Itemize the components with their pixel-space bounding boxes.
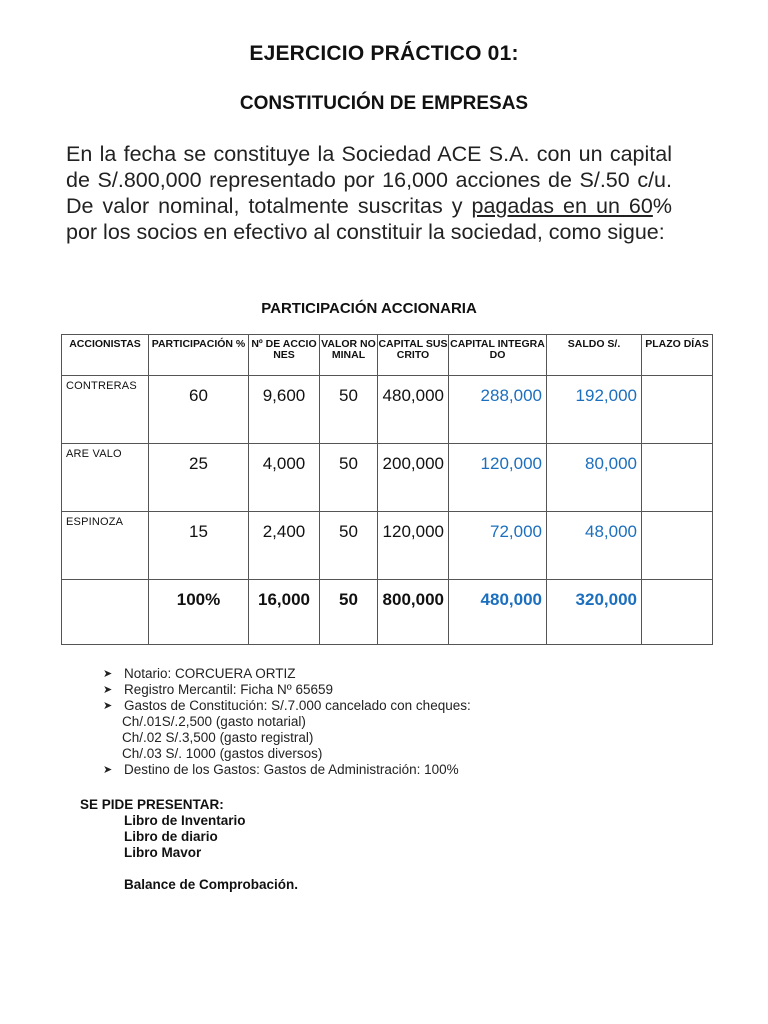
header-accionistas: ACCIONISTAS bbox=[62, 335, 149, 376]
list-item-text: Gastos de Constitución: S/.7.000 cancelado con cheques: bbox=[124, 698, 471, 713]
total-integrado: 480,000 bbox=[449, 580, 547, 645]
cell-name: CONTRERAS bbox=[62, 376, 149, 444]
total-valor: 50 bbox=[320, 580, 378, 645]
arrow-bullet-icon: ➤ bbox=[103, 684, 113, 696]
cell-valor: 50 bbox=[320, 376, 378, 444]
table-title: PARTICIPACIÓN ACCIONARIA bbox=[261, 300, 477, 317]
cell-integrado: 288,000 bbox=[449, 376, 547, 444]
total-plazo bbox=[642, 580, 713, 645]
cell-name: ARE VALO bbox=[62, 444, 149, 512]
cell-name: ESPINOZA bbox=[62, 512, 149, 580]
intro-underlined: pagadas en un 60 bbox=[471, 194, 653, 218]
total-suscrito: 800,000 bbox=[378, 580, 449, 645]
cell-saldo: 80,000 bbox=[547, 444, 642, 512]
cell-participacion: 15 bbox=[149, 512, 249, 580]
exercise-title: EJERCICIO PRÁCTICO 01: bbox=[249, 42, 519, 65]
list-item-text: Registro Mercantil: Ficha Nº 65659 bbox=[124, 682, 334, 697]
cheque-line: Ch/.03 S/. 1000 (gastos diversos) bbox=[122, 746, 323, 761]
total-acciones: 16,000 bbox=[249, 580, 320, 645]
arrow-bullet-icon: ➤ bbox=[103, 700, 113, 712]
header-capital-suscrito: CAPITAL SUSCRITO bbox=[378, 335, 449, 376]
total-participacion: 100% bbox=[149, 580, 249, 645]
requirements-list bbox=[80, 813, 298, 893]
cell-suscrito: 200,000 bbox=[378, 444, 449, 512]
cell-saldo: 192,000 bbox=[547, 376, 642, 444]
cell-suscrito: 480,000 bbox=[378, 376, 449, 444]
total-saldo: 320,000 bbox=[547, 580, 642, 645]
details-list bbox=[103, 666, 471, 778]
cheque-line: Ch/.01S/.2,500 (gasto notarial) bbox=[122, 714, 306, 729]
list-item bbox=[103, 762, 471, 778]
intro-percent: % bbox=[652, 194, 672, 218]
exercise-subtitle: CONSTITUCIÓN DE EMPRESAS bbox=[239, 93, 529, 114]
cell-plazo bbox=[642, 512, 713, 580]
header-capital-integrado: CAPITAL INTEGRADO bbox=[449, 335, 547, 376]
list-item-text: Notario: CORCUERA ORTIZ bbox=[124, 666, 296, 681]
cell-participacion: 60 bbox=[149, 376, 249, 444]
list-item-text: Destino de los Gastos: Gastos de Administración: 100% bbox=[124, 762, 459, 777]
requirements-heading: SE PIDE PRESENTAR: bbox=[80, 797, 224, 812]
header-participacion: PARTICIPACIÓN % bbox=[149, 335, 249, 376]
table-row bbox=[62, 376, 713, 444]
cell-acciones: 9,600 bbox=[249, 376, 320, 444]
requirement-item: Libro de Inventario bbox=[124, 813, 246, 828]
table-header-row bbox=[62, 335, 713, 376]
list-item bbox=[103, 682, 471, 698]
cell-participacion: 25 bbox=[149, 444, 249, 512]
requirement-item: Libro Mavor bbox=[124, 845, 202, 860]
cell-plazo bbox=[642, 376, 713, 444]
table-total-row bbox=[62, 580, 713, 645]
header-plazo: PLAZO DÍAS bbox=[642, 335, 713, 376]
table-row bbox=[62, 512, 713, 580]
cell-acciones: 2,400 bbox=[249, 512, 320, 580]
intro-text-1: En la fecha se constituye la Sociedad ACE S.A. con un capital de S/.800,000 representado por 16,000 acciones de S/.50 c/u. De valor nominal, totalmente suscritas y bbox=[66, 142, 672, 218]
list-item bbox=[103, 666, 471, 682]
cell-integrado: 72,000 bbox=[449, 512, 547, 580]
cell-suscrito: 120,000 bbox=[378, 512, 449, 580]
list-item bbox=[103, 698, 471, 714]
header-acciones: Nº DE ACCIONES bbox=[249, 335, 320, 376]
cell-integrado: 120,000 bbox=[449, 444, 547, 512]
cell-valor: 50 bbox=[320, 444, 378, 512]
intro-text-2: por los socios en efectivo al constituir la sociedad, como sigue: bbox=[66, 220, 665, 244]
table-row bbox=[62, 444, 713, 512]
cell-acciones: 4,000 bbox=[249, 444, 320, 512]
cell-valor: 50 bbox=[320, 512, 378, 580]
requirement-item: Libro de diario bbox=[124, 829, 218, 844]
cheque-line: Ch/.02 S/.3,500 (gasto registral) bbox=[122, 730, 314, 745]
requirements-section bbox=[80, 797, 298, 893]
arrow-bullet-icon: ➤ bbox=[103, 764, 113, 776]
header-saldo: SALDO S/. bbox=[547, 335, 642, 376]
arrow-bullet-icon: ➤ bbox=[103, 668, 113, 680]
shareholding-table bbox=[61, 334, 713, 645]
cell-saldo: 48,000 bbox=[547, 512, 642, 580]
intro-paragraph bbox=[66, 141, 672, 245]
requirement-item: Balance de Comprobación. bbox=[124, 877, 299, 892]
cell-name bbox=[62, 580, 149, 645]
cell-plazo bbox=[642, 444, 713, 512]
header-valor-nominal: VALOR NOMINAL bbox=[320, 335, 378, 376]
